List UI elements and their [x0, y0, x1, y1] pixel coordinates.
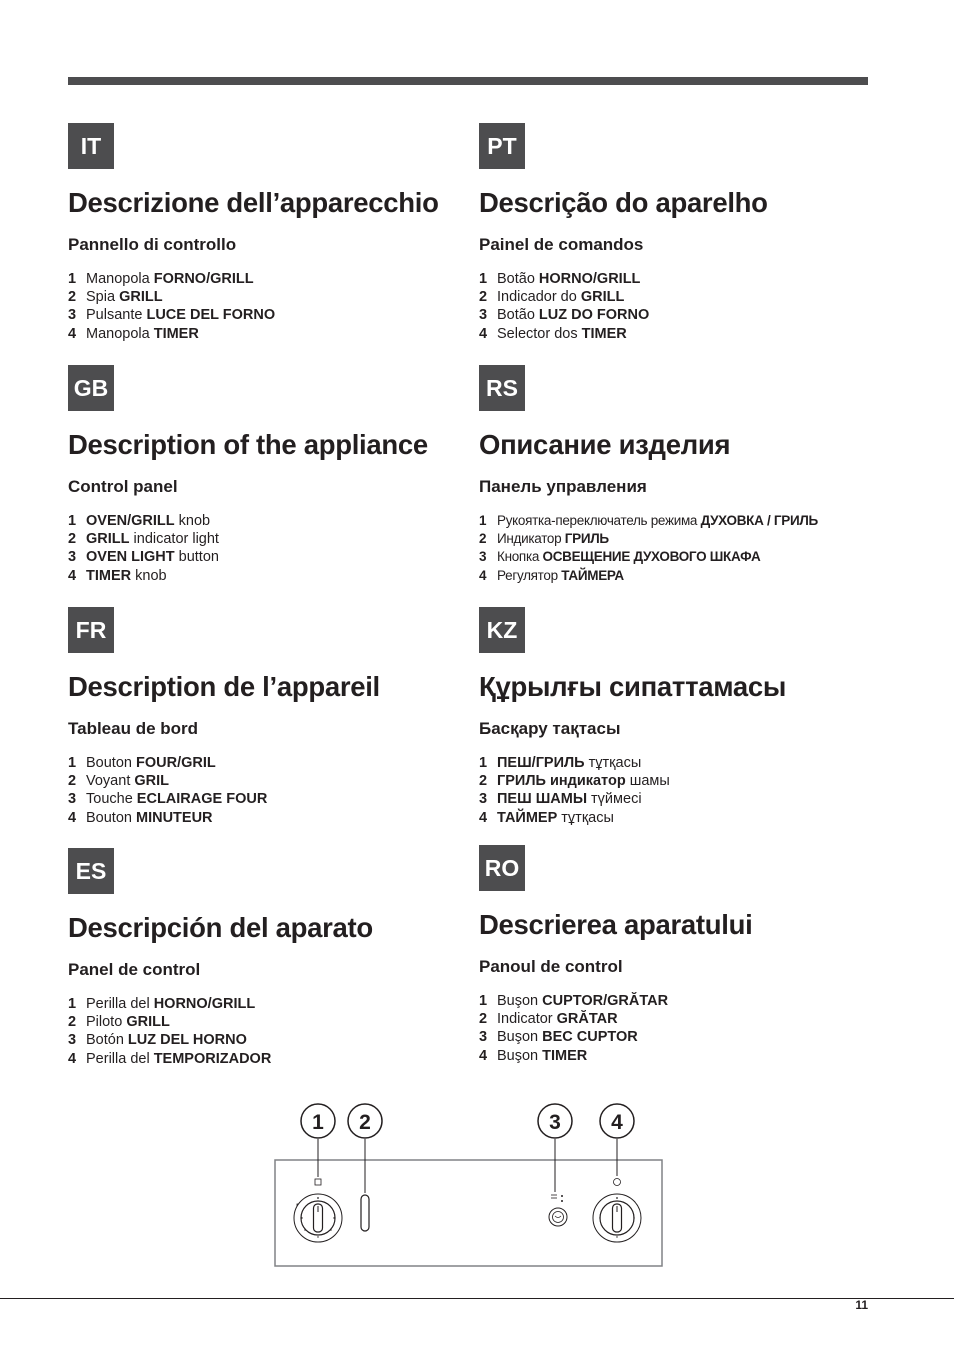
list-item: [479, 530, 818, 548]
item-list: [479, 992, 668, 1065]
list-item: [68, 288, 275, 306]
section-title: Descrizione dell’apparecchio: [68, 187, 439, 218]
section-title: Описание изделия: [479, 429, 731, 460]
list-item: [479, 1010, 668, 1028]
item-text: Botón: [86, 1032, 128, 1049]
item-label: GRILL: [86, 531, 130, 548]
item-text: Manopola: [86, 325, 154, 342]
item-text: Touche: [86, 791, 137, 808]
callout-3: [538, 1104, 572, 1138]
list-item: [68, 754, 267, 772]
item-text: Botão: [497, 307, 539, 324]
item-number: 3: [479, 307, 488, 324]
item-label: ПЕШ ШАМЫ: [497, 791, 588, 808]
grill-indicator-light: [361, 1195, 369, 1231]
svg-text:4: 4: [611, 1111, 623, 1134]
item-number: 2: [479, 1011, 488, 1028]
callout-2: [348, 1104, 382, 1138]
section-title: Description of the appliance: [68, 429, 428, 460]
item-text: Spia: [86, 289, 120, 306]
top-rule: [68, 77, 868, 85]
item-number: 4: [68, 1050, 77, 1067]
list-item: [68, 306, 275, 324]
item-list: [68, 754, 267, 827]
item-label: ГРИЛЬ: [564, 531, 609, 547]
item-text: indicator light: [129, 531, 219, 548]
item-number: 2: [68, 289, 77, 306]
list-item: [68, 548, 219, 566]
item-label: BEC CUPTOR: [542, 1029, 638, 1046]
list-item: [479, 1028, 668, 1046]
page-number: 11: [855, 1298, 868, 1312]
language-badge: GB: [68, 365, 114, 411]
item-text: knob: [174, 513, 211, 529]
item-label: ПЕШ/ГРИЛЬ: [497, 755, 585, 771]
section-title: Descrição do aparelho: [479, 187, 768, 218]
section-rs: [479, 365, 879, 583]
list-item: [479, 567, 818, 585]
item-text: button: [174, 549, 219, 566]
item-label: GRILL: [119, 289, 163, 306]
item-label: LUZ DO FORNO: [538, 307, 650, 324]
item-number: 1: [68, 996, 77, 1012]
item-text: Bouton: [86, 809, 136, 826]
language-badge: RO: [479, 845, 525, 891]
item-text: Voyant: [86, 773, 135, 790]
list-item: [68, 325, 275, 343]
item-number: 2: [68, 773, 77, 790]
item-text: түймесі: [587, 791, 642, 808]
item-list: [479, 270, 649, 343]
item-label: FORNO/GRILL: [153, 271, 254, 287]
svg-text:1: 1: [312, 1111, 324, 1134]
section-kz: [479, 607, 879, 826]
item-label: TIMER: [153, 325, 199, 342]
language-badge: FR: [68, 607, 114, 653]
item-label: GRIL: [134, 773, 170, 790]
item-label: TEMPORIZADOR: [153, 1050, 272, 1067]
item-text: Perilla del: [86, 1050, 154, 1067]
item-label: OVEN LIGHT: [86, 549, 175, 566]
list-item: [479, 754, 670, 772]
section-it: [68, 123, 468, 342]
list-item: [68, 1013, 271, 1031]
item-label: TIMER: [86, 567, 132, 584]
item-number: 3: [479, 549, 487, 565]
list-item: [68, 772, 267, 790]
section-subtitle: Tableau de bord: [68, 719, 199, 738]
svg-text:3: 3: [549, 1111, 561, 1134]
section-subtitle: Painel de comandos: [479, 235, 644, 254]
item-number: 1: [479, 271, 488, 287]
item-text: тұтқасы: [557, 809, 614, 826]
section-fr: [68, 607, 468, 826]
item-label: CUPTOR/GRĂTAR: [542, 993, 669, 1009]
section-subtitle: Басқару тақтасы: [479, 719, 621, 738]
item-number: 1: [68, 755, 77, 771]
list-item: [68, 1031, 271, 1049]
item-label: TIMER: [542, 1047, 588, 1064]
item-text: Buşon: [497, 993, 543, 1009]
item-label: HORNO/GRILL: [153, 996, 256, 1012]
item-list: [479, 512, 818, 585]
list-item: [479, 270, 649, 288]
list-item: [479, 306, 649, 324]
item-text: тұтқасы: [584, 755, 642, 771]
item-label: GRĂTAR: [556, 1011, 618, 1028]
item-text: Piloto: [86, 1014, 127, 1031]
item-text: Bouton: [86, 755, 136, 771]
item-label: ТАЙМЕР: [497, 809, 558, 826]
item-label: LUZ DEL HORNO: [127, 1032, 247, 1049]
item-number: 2: [68, 1014, 77, 1031]
list-item: [68, 790, 267, 808]
item-number: 2: [479, 289, 488, 306]
item-number: 3: [479, 791, 488, 808]
item-text: Регулятор: [497, 567, 562, 583]
item-text: knob: [131, 567, 167, 584]
item-number: 3: [68, 791, 77, 808]
item-text: Рукоятка-переключатель режима: [497, 513, 701, 528]
item-number: 4: [479, 567, 487, 583]
item-list: [68, 270, 275, 343]
list-item: [68, 1050, 271, 1068]
item-number: 3: [68, 307, 77, 324]
item-label: LUCE DEL FORNO: [146, 307, 276, 324]
list-item: [68, 567, 219, 585]
section-es: [68, 848, 468, 1067]
item-number: 3: [68, 549, 77, 566]
section-subtitle: Панель управления: [479, 477, 647, 496]
item-text: Кнопка: [497, 549, 543, 565]
bottom-rule: [0, 1298, 954, 1299]
item-text: Botão: [497, 271, 539, 287]
item-number: 1: [68, 271, 77, 287]
item-text: Buşon: [497, 1029, 543, 1046]
item-label: MINUTEUR: [136, 809, 213, 826]
item-number: 3: [479, 1029, 488, 1046]
item-label: ГРИЛЬ индикатор: [497, 773, 626, 790]
section-subtitle: Control panel: [68, 477, 178, 496]
item-text: Pulsante: [86, 307, 147, 324]
item-number: 4: [479, 809, 488, 826]
list-item: [479, 288, 649, 306]
item-label: GRILL: [126, 1014, 170, 1031]
list-item: [68, 995, 271, 1013]
section-subtitle: Panel de control: [68, 960, 201, 979]
item-label: ДУХОВКА / ГРИЛЬ: [700, 513, 818, 528]
callout-1: [301, 1104, 335, 1138]
item-number: 1: [479, 513, 487, 528]
list-item: [479, 512, 818, 530]
item-number: 4: [68, 567, 77, 584]
item-number: 3: [68, 1032, 77, 1049]
item-text: шамы: [625, 773, 670, 790]
section-gb: [68, 365, 468, 584]
list-item: [479, 992, 668, 1010]
item-number: 2: [479, 773, 488, 790]
language-badge: IT: [68, 123, 114, 169]
item-label: ТАЙМЕРА: [561, 567, 624, 583]
list-item: [479, 772, 670, 790]
list-item: [479, 1047, 668, 1065]
language-badge: ES: [68, 848, 114, 894]
item-label: HORNO/GRILL: [538, 271, 641, 287]
language-badge: RS: [479, 365, 525, 411]
item-number: 2: [68, 531, 77, 548]
callout-4: [600, 1104, 634, 1138]
list-item: [479, 548, 818, 566]
section-title: Descrierea aparatului: [479, 909, 753, 940]
item-label: GRILL: [580, 289, 625, 306]
list-item: [68, 270, 275, 288]
svg-text:2: 2: [359, 1111, 371, 1134]
section-title: Descripción del aparato: [68, 912, 373, 943]
section-pt: [479, 123, 879, 342]
item-text: Buşon: [497, 1047, 543, 1064]
list-item: [479, 809, 670, 827]
list-item: [479, 325, 649, 343]
item-number: 4: [479, 1047, 488, 1064]
item-label: TIMER: [581, 325, 627, 342]
item-text: Индикатор: [497, 531, 565, 547]
control-panel-diagram: [270, 1100, 670, 1270]
item-number: 1: [479, 755, 488, 771]
section-title: Құрылғы сипаттамасы: [479, 671, 787, 702]
item-label: ECLAIRAGE FOUR: [136, 791, 268, 808]
item-list: [479, 754, 670, 827]
item-number: 1: [479, 993, 488, 1009]
item-list: [68, 512, 219, 585]
section-ro: [479, 845, 879, 1064]
language-badge: KZ: [479, 607, 525, 653]
list-item: [68, 512, 219, 530]
item-text: Indicator: [497, 1011, 557, 1028]
list-item: [68, 809, 267, 827]
item-number: 1: [68, 513, 77, 529]
section-title: Description de l’appareil: [68, 671, 380, 702]
item-number: 4: [68, 325, 77, 342]
section-subtitle: Pannello di controllo: [68, 235, 237, 254]
section-subtitle: Panoul de control: [479, 957, 623, 976]
item-text: Indicador do: [497, 289, 581, 306]
item-text: Manopola: [86, 271, 154, 287]
item-text: Perilla del: [86, 996, 154, 1012]
item-number: 4: [68, 809, 77, 826]
list-item: [479, 790, 670, 808]
language-badge: PT: [479, 123, 525, 169]
item-number: 2: [479, 531, 487, 547]
item-label: FOUR/GRIL: [136, 755, 216, 771]
item-list: [68, 995, 271, 1068]
item-label: OVEN/GRILL: [86, 513, 175, 529]
item-number: 4: [479, 325, 488, 342]
item-text: Selector dos: [497, 325, 582, 342]
list-item: [68, 530, 219, 548]
item-label: ОСВЕЩЕНИЕ ДУХОВОГО ШКАФА: [542, 549, 761, 565]
